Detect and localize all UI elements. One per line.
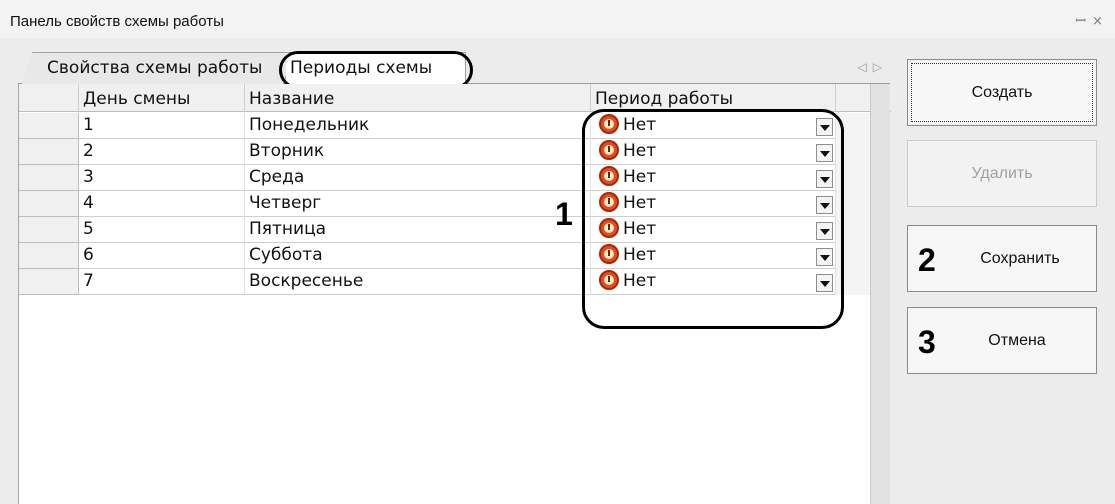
create-button[interactable]: Создать [907,59,1097,126]
close-icon[interactable]: × [1092,14,1109,29]
cancel-button-label: Отмена [988,331,1046,349]
row-selector[interactable] [19,191,79,217]
cell-name[interactable]: Воскресенье [245,269,591,295]
row-selector[interactable] [19,269,79,295]
column-header-day[interactable]: День смены [79,84,245,112]
cell-name[interactable]: Пятница [245,217,591,243]
cell-day: 1 [79,113,245,139]
tab-prev-icon[interactable]: ◁ [857,60,873,74]
row-selector[interactable] [19,139,79,165]
period-value: Нет [623,219,657,239]
grid-header [19,84,891,112]
save-button[interactable] [907,225,1097,292]
row-selector[interactable] [19,113,79,139]
cell-day: 3 [79,165,245,191]
cell-name[interactable]: Вторник [245,139,591,165]
period-value: Нет [623,245,657,265]
column-header-extra [836,84,871,112]
delete-button[interactable]: Удалить [907,140,1097,207]
tab-scheme-properties[interactable]: Свойства схемы работы [22,52,294,84]
cell-day: 2 [79,139,245,165]
tab-next-icon[interactable]: ▷ [872,60,888,74]
period-column-highlight [582,109,844,329]
callout-1: 1 [555,196,573,232]
save-button-label: Сохранить [980,249,1060,267]
period-value: Нет [623,167,657,187]
row-selector[interactable] [19,165,79,191]
pin-icon[interactable]: ꟷ [1075,14,1093,29]
cell-name[interactable]: Суббота [245,243,591,269]
panel-titlebar [0,0,1115,38]
tab-nav [858,60,888,74]
panel-controls [1076,11,1110,29]
period-value: Нет [623,141,657,161]
cancel-button[interactable] [907,307,1097,374]
tab-scheme-periods[interactable]: Периоды схемы [286,52,466,84]
period-value: Нет [623,193,657,213]
cell-name[interactable]: Среда [245,165,591,191]
period-value: Нет [623,271,657,291]
cell-name[interactable]: Четверг [245,191,591,217]
cell-day: 6 [79,243,245,269]
cell-name[interactable]: Понедельник [245,113,591,139]
row-selector[interactable] [19,217,79,243]
panel-title: Панель свойств схемы работы [10,13,224,30]
grid-right-edge [870,84,890,504]
header-corner [19,84,79,112]
cell-day: 4 [79,191,245,217]
callout-3: 3 [918,324,936,360]
period-value: Нет [623,115,657,135]
column-header-period[interactable]: Период работы [591,84,836,112]
callout-2: 2 [918,242,936,278]
row-selector[interactable] [19,243,79,269]
column-header-name[interactable]: Название [245,84,591,112]
cell-day: 5 [79,217,245,243]
cell-day: 7 [79,269,245,295]
